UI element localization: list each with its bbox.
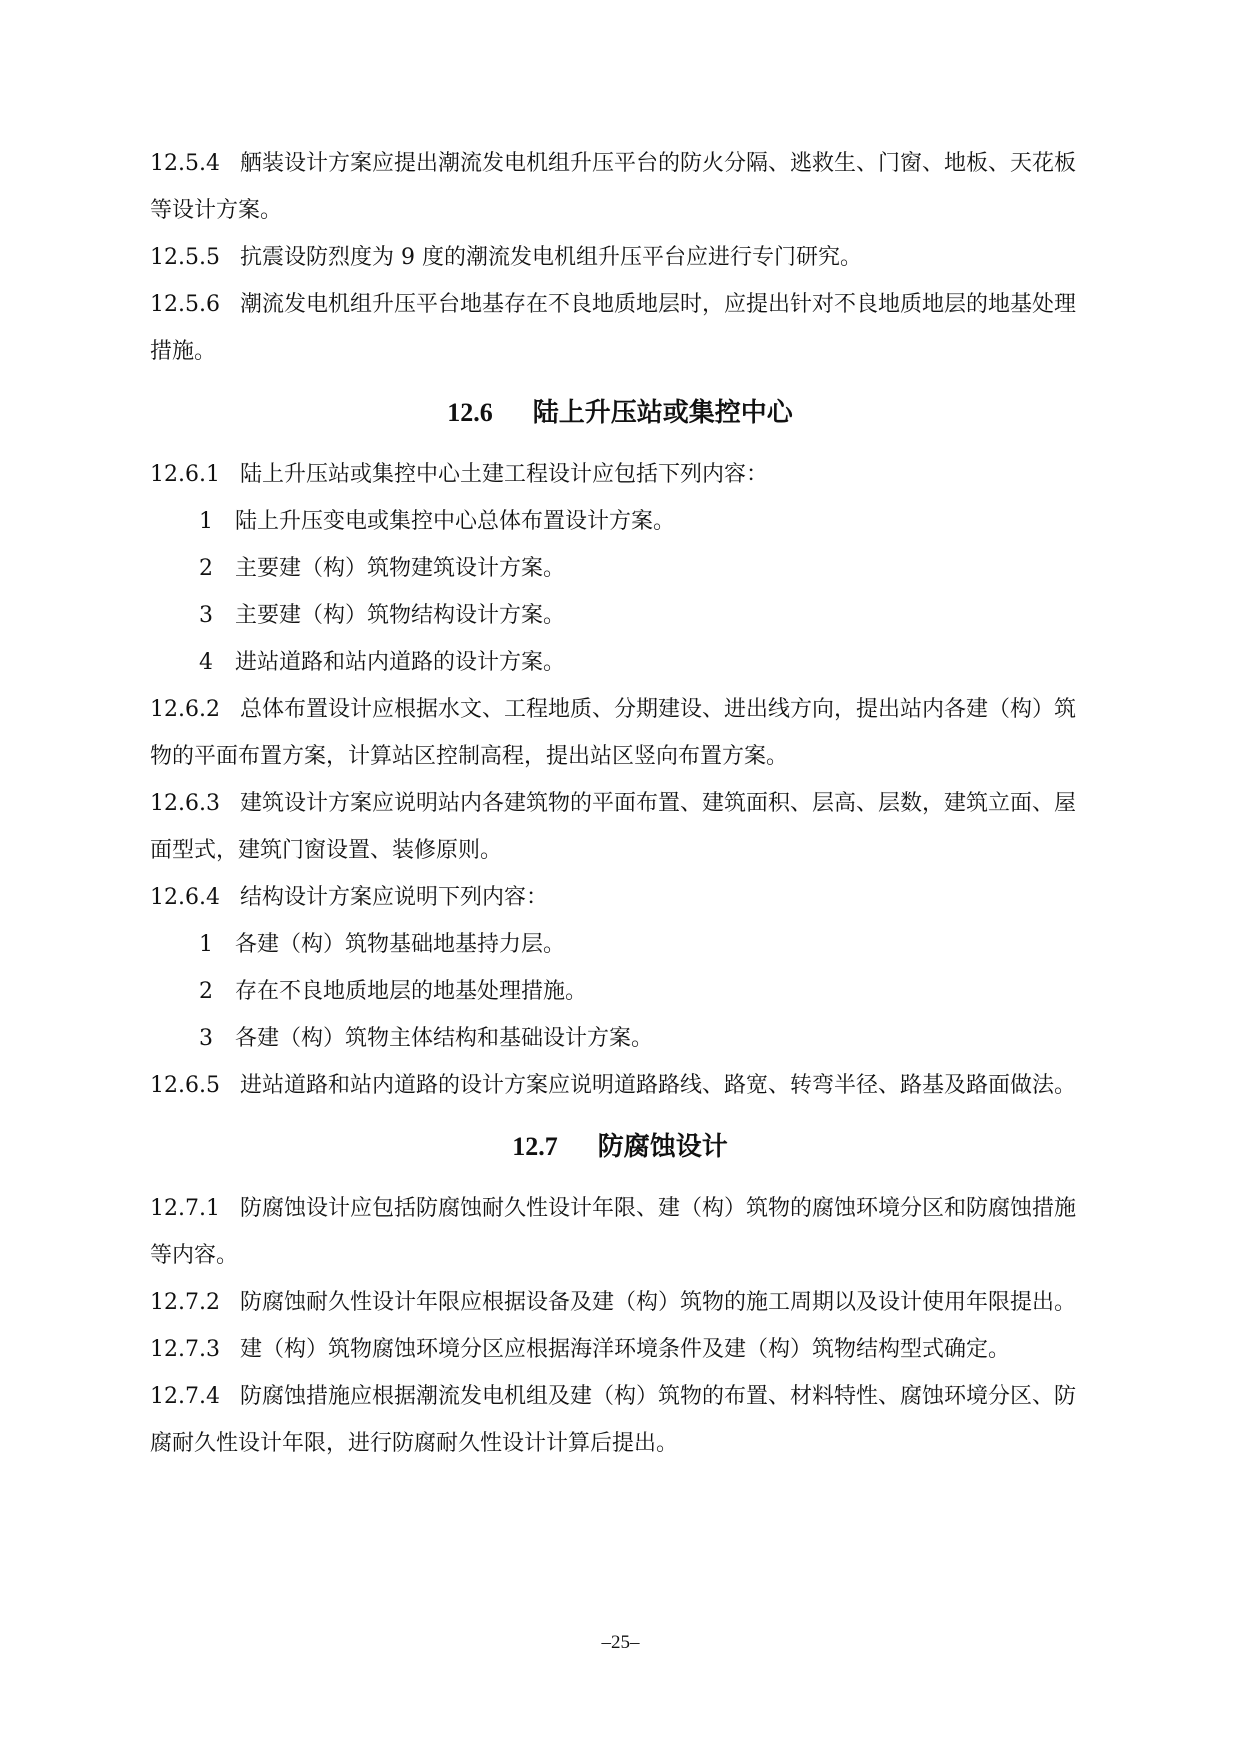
section-heading-12-7: 12.7 防腐蚀设计 [512,1132,728,1162]
clause-12-6-3: 12.6.3 建筑设计方案应说明站内各建筑物的平面布置、建筑面积、层高、层数，建筑立面、屋面型式，建筑门窗设置、装修原则。 [150,791,1076,863]
list-item: 2 主要建（构）筑物建筑设计方案。 [199,556,566,581]
clause-12-7-4: 12.7.4 防腐蚀措施应根据潮流发电机组及建（构）筑物的布置、材料特性、腐蚀环境分区、防腐耐久性设计年限，进行防腐耐久性设计计算后提出。 [150,1384,1076,1456]
clause-12-5-4: 12.5.4 舾装设计方案应提出潮流发电机组升压平台的防火分隔、逃救生、门窗、地板、天花板等设计方案。 [150,151,1076,223]
clause-12-7-2: 12.7.2 防腐蚀耐久性设计年限应根据设备及建（构）筑物的施工周期以及设计使用年限提出。 [150,1290,1076,1315]
list-item: 3 各建（构）筑物主体结构和基础设计方案。 [199,1026,654,1051]
section-heading-12-6: 12.6 陆上升压站或集控中心 [447,398,793,428]
clause-12-6-2: 12.6.2 总体布置设计应根据水文、工程地质、分期建设、进出线方向，提出站内各建（构）筑物的平面布置方案，计算站区控制高程，提出站区竖向布置方案。 [150,697,1076,769]
list-item: 3 主要建（构）筑物结构设计方案。 [199,603,566,628]
page-number: –25– [601,1632,640,1653]
clause-12-7-1: 12.7.1 防腐蚀设计应包括防腐蚀耐久性设计年限、建（构）筑物的腐蚀环境分区和防腐蚀措施等内容。 [150,1196,1076,1268]
page-content [150,140,1090,1467]
clause-12-7-3: 12.7.3 建（构）筑物腐蚀环境分区应根据海洋环境条件及建（构）筑物结构型式确定。 [150,1337,1010,1362]
list-item: 1 各建（构）筑物基础地基持力层。 [199,932,566,957]
list-item: 2 存在不良地质地层的地基处理措施。 [199,979,588,1004]
clause-12-6-4: 12.6.4 结构设计方案应说明下列内容： [150,885,548,910]
clause-12-5-5: 12.5.5 抗震设防烈度为 9 度的潮流发电机组升压平台应进行专门研究。 [150,245,862,270]
clause-12-6-5: 12.6.5 进站道路和站内道路的设计方案应说明道路路线、路宽、转弯半径、路基及路面做法。 [150,1073,1076,1098]
list-item: 4 进站道路和站内道路的设计方案。 [199,650,566,675]
clause-12-6-1: 12.6.1 陆上升压站或集控中心土建工程设计应包括下列内容： [150,462,768,487]
clause-12-5-6: 12.5.6 潮流发电机组升压平台地基存在不良地质地层时，应提出针对不良地质地层的地基处理措施。 [150,292,1076,364]
list-item: 1 陆上升压变电或集控中心总体布置设计方案。 [199,509,676,534]
